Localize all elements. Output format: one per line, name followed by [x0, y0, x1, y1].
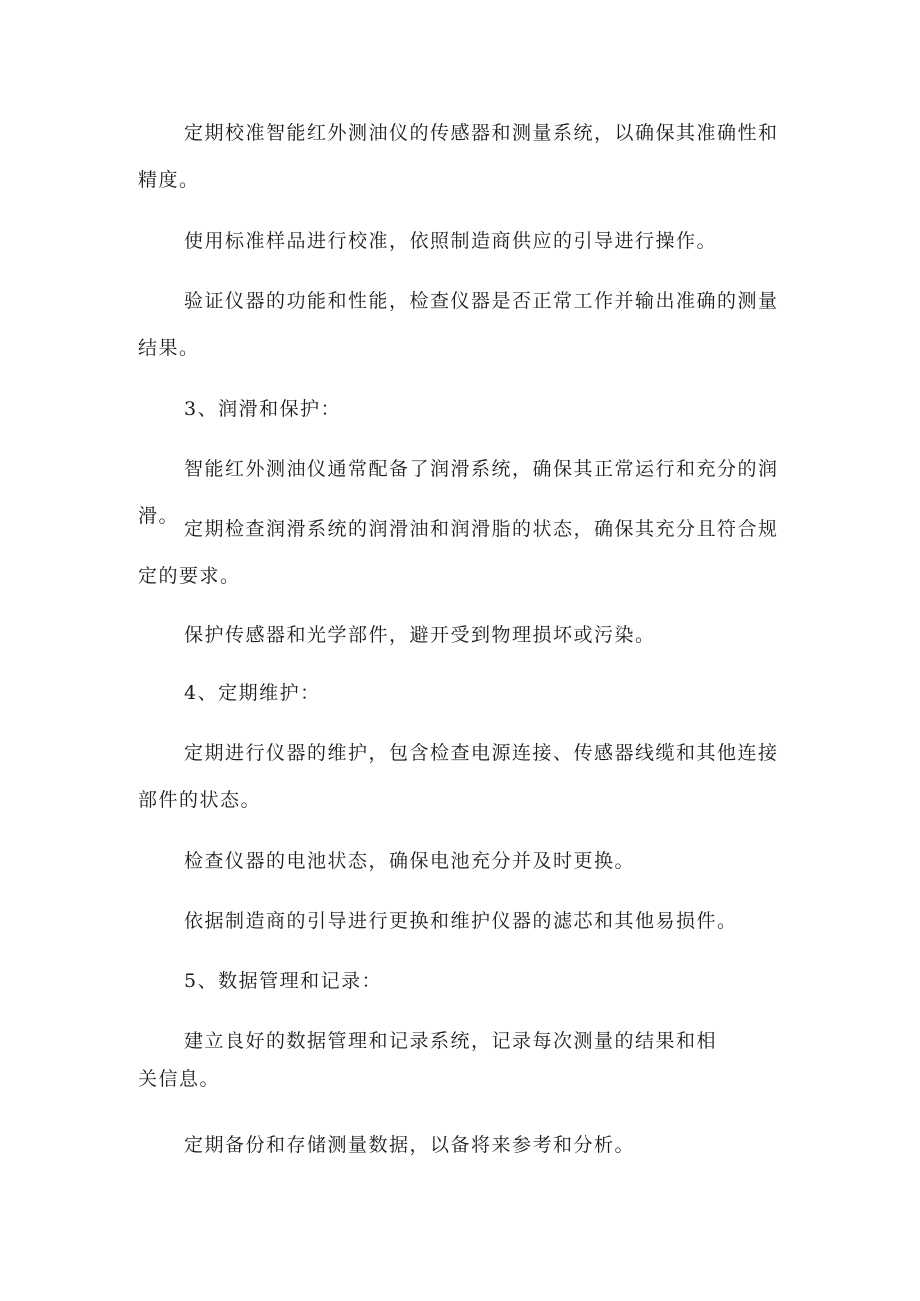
section-heading-lubrication: 3、润滑和保护： [184, 398, 342, 420]
paragraph-backup-data: 定期备份和存储测量数据，以备将来参考和分析。 [184, 1134, 636, 1156]
section-heading-data-management: 5、数据管理和记录： [184, 970, 383, 992]
paragraph-standard-samples: 使用标准样品进行校准，依照制造商供应的引导进行操作。 [184, 230, 718, 252]
paragraph-records-system: 建立良好的数据管理和记录系统，记录每次测量的结果和相关信息。 [138, 1030, 718, 1090]
paragraph-replace-filters: 依据制造商的引导进行更换和维护仪器的滤芯和其他易损件。 [184, 910, 738, 932]
paragraph-calibrate-sensors: 定期校准智能红外测油仪的传感器和测量系统，以确保其准确性和精度。 [138, 122, 779, 191]
paragraph-lubrication-system: 智能红外测油仪通常配备了润滑系统，确保其正常运行和充分的润滑。 [138, 458, 779, 527]
paragraph-check-lubricant: 定期检查润滑系统的润滑油和润滑脂的状态，确保其充分且符合规定的要求。 [138, 518, 779, 587]
paragraph-verify-function: 验证仪器的功能和性能，检查仪器是否正常工作并输出准确的测量结果。 [138, 290, 779, 359]
paragraph-periodic-maintenance: 定期进行仪器的维护，包含检查电源连接、传感器线缆和其他连接部件的状态。 [138, 742, 779, 811]
paragraph-check-battery: 检查仪器的电池状态，确保电池充分并及时更换。 [184, 850, 636, 872]
section-heading-maintenance: 4、定期维护： [184, 682, 321, 704]
paragraph-protect-sensors: 保护传感器和光学部件，避开受到物理损坏或污染。 [184, 624, 656, 646]
